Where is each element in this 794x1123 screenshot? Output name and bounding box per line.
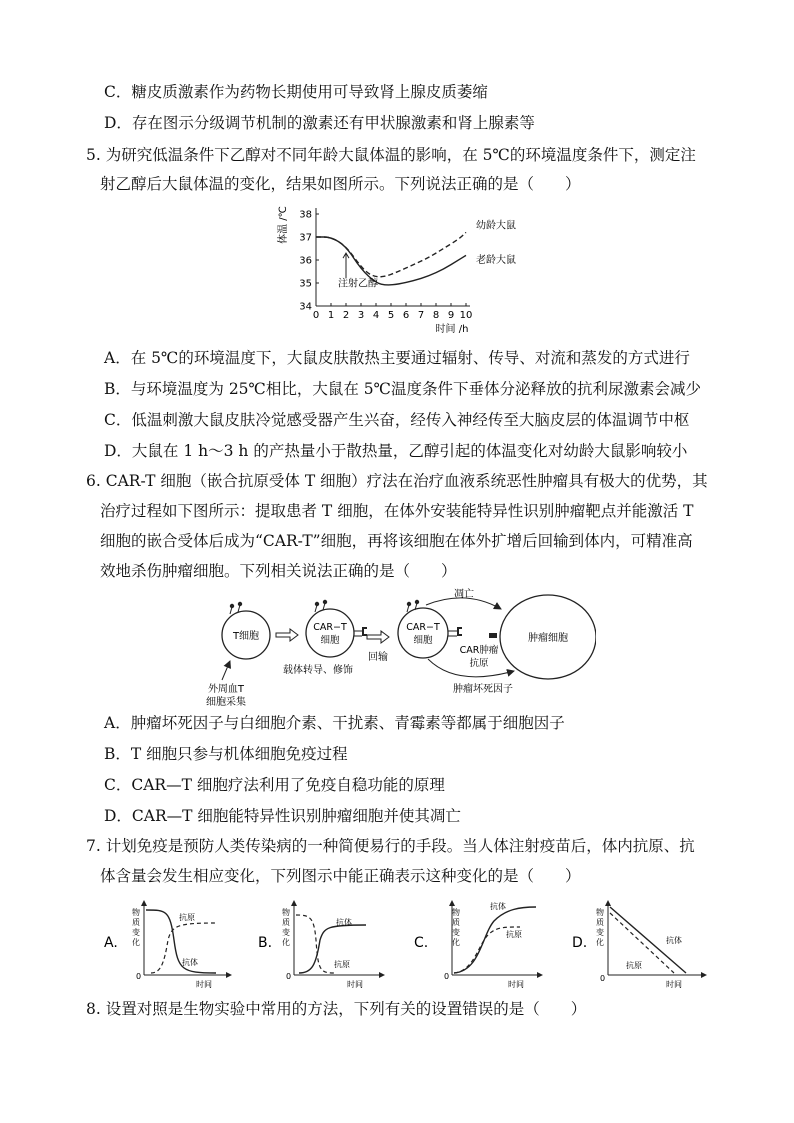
svg-text:0: 0 [286, 972, 292, 981]
svg-text:质: 质 [452, 918, 460, 927]
hollow-arrow-1 [276, 629, 298, 641]
svg-text:抗体: 抗体 [490, 902, 506, 911]
svg-text:抗原: 抗原 [334, 960, 350, 969]
svg-text:抗原: 抗原 [626, 961, 642, 970]
x-tick-label: 10 [459, 310, 473, 321]
q5-option-b: B．与环境温度为 25℃相比，大鼠在 5℃温度条件下垂体分泌释放的抗利尿激素会减少 [104, 380, 702, 398]
source-label-1: 外周血T [207, 684, 245, 695]
svg-text:变: 变 [282, 928, 290, 937]
t-cell [222, 602, 270, 659]
injection-label: 注射乙醇 [338, 278, 378, 290]
chart-ylabel: 体温 /℃ [278, 206, 289, 244]
x-tick-label: 0 [312, 310, 320, 321]
svg-text:物: 物 [596, 908, 604, 917]
svg-text:抗体: 抗体 [336, 918, 352, 927]
q6-stem-line4: 效地杀伤肿瘤细胞。下列相关说法正确的是（ ） [100, 562, 457, 580]
svg-text:A.: A. [104, 935, 118, 951]
svg-text:0: 0 [136, 972, 142, 981]
q6-option-a: A．肿瘤坏死因子与白细胞介素、干扰素、青霉素等都属于细胞因子 [104, 714, 565, 732]
x-tick-label: 8 [432, 310, 440, 321]
x-tick-label: 6 [402, 310, 410, 321]
q7-stem-line1: 7. 计划免疫是预防人类传染病的一种简便易行的手段。当人体注射疫苗后，体内抗原、抗 [86, 837, 695, 855]
q6-option-d: D．CAR—T 细胞能特异性识别肿瘤细胞并使其凋亡 [104, 807, 461, 825]
q5-temperature-chart [276, 200, 528, 340]
chart-axes [299, 208, 472, 321]
svg-text:质: 质 [596, 918, 604, 927]
car-t-cell-1 [306, 600, 367, 657]
svg-text:时间: 时间 [347, 980, 363, 989]
q6-stem-line1: 6. CAR-T 细胞（嵌合抗原受体 T 细胞）疗法在治疗血液系统恶性肿瘤具有极大的优势，其 [86, 472, 708, 490]
svg-text:B.: B. [258, 935, 273, 951]
tnf-label: 肿瘤坏死因子 [453, 684, 513, 695]
hollow-arrow-2 [367, 631, 389, 643]
svg-text:0: 0 [444, 972, 450, 981]
antigen-label-1: CAR肿瘤 [459, 645, 499, 656]
svg-text:变: 变 [596, 928, 604, 937]
q8-stem-line1: 8. 设置对照是生物实验中常用的方法，下列有关的设置错误的是（ ） [86, 1000, 587, 1018]
svg-text:变: 变 [452, 928, 460, 937]
x-tick-label: 4 [372, 310, 380, 321]
q4-option-c: C．糖皮质激素作为药物长期使用可导致肾上腺皮质萎缩 [104, 83, 488, 101]
series-label-2: 老龄大鼠 [476, 255, 516, 266]
q6-option-c: C．CAR—T 细胞疗法利用了免疫自稳功能的原理 [104, 776, 445, 794]
y-tick-label: 38 [299, 209, 312, 221]
apoptosis-label: 凋亡 [454, 589, 474, 600]
source-label-2: 细胞采集 [206, 697, 246, 708]
q5-option-a: A．在 5℃的环境温度下，大鼠皮肤散热主要通过辐射、传导、对流和蒸发的方式进行 [104, 349, 690, 367]
x-tick-label: 7 [417, 310, 425, 321]
q5-option-d: D．大鼠在 1 h～3 h 的产热量小于散热量，乙醇引起的体温变化对幼龄大鼠影响较小 [104, 442, 688, 460]
x-tick-label: 3 [357, 310, 365, 321]
svg-text:化: 化 [282, 938, 290, 947]
q7-stem-line2: 体含量会发生相应变化，下列图示中能正确表示这种变化的是（ ） [100, 867, 581, 885]
y-tick-label: 37 [299, 232, 312, 244]
chart-xlabel: 时间 /h [435, 324, 469, 335]
q4-option-d: D．存在图示分级调节机制的激素还有甲状腺激素和肾上腺素等 [104, 114, 535, 132]
x-tick-label: 9 [447, 310, 455, 321]
x-tick-label: 5 [387, 310, 395, 321]
tumor-cell [489, 595, 596, 679]
svg-text:时间: 时间 [508, 980, 524, 989]
step1-label: 载体转导、修饰 [283, 665, 353, 676]
svg-text:化: 化 [452, 938, 460, 947]
q6-stem-line3: 细胞的嵌合受体后成为“CAR-T”细胞，再将该细胞在体外扩增后回输到体内，可精准高 [100, 532, 693, 550]
svg-text:物: 物 [132, 908, 140, 917]
series-label-1: 幼龄大鼠 [476, 220, 516, 232]
q5-stem-line2: 射乙醇后大鼠体温的变化，结果如图所示。下列说法正确的是（ ） [100, 175, 581, 193]
svg-text:肿瘤细胞: 肿瘤细胞 [528, 633, 568, 644]
svg-text:D.: D. [572, 935, 588, 951]
svg-text:抗体: 抗体 [182, 958, 198, 967]
svg-text:化: 化 [132, 938, 140, 947]
svg-text:时间: 时间 [196, 980, 212, 989]
antigen-label-2: 抗原 [469, 658, 489, 669]
q6-option-b: B．T 细胞只参与机体细胞免疫过程 [104, 745, 348, 763]
x-tick-label: 2 [342, 310, 350, 321]
y-tick-label: 36 [299, 255, 312, 267]
q6-stem-line2: 治疗过程如下图所示：提取患者 T 细胞，在体外安装能特异性识别肿瘤靶点并能激活 T [100, 502, 694, 520]
svg-text:抗原: 抗原 [506, 930, 522, 939]
chart-series [316, 232, 466, 285]
y-tick-label: 34 [299, 301, 312, 313]
svg-text:质: 质 [132, 918, 140, 927]
car-t-cell-2 [398, 600, 462, 658]
series-line-1 [316, 232, 466, 276]
car-t-diagram [196, 587, 596, 712]
q5-stem-line1: 5. 为研究低温条件下乙醇对不同年龄大鼠体温的影响，在 5℃的环境温度条件下，测定注 [86, 146, 696, 164]
q5-option-c: C．低温刺激大鼠皮肤冷觉感受器产生兴奋，经传入神经传至大脑皮层的体温调节中枢 [104, 411, 690, 429]
collection-arrow [222, 661, 230, 680]
svg-text:CAR−T: CAR−T [313, 622, 347, 633]
q7-graphs [96, 895, 716, 995]
svg-text:物: 物 [452, 908, 460, 917]
svg-text:T细胞: T细胞 [232, 631, 260, 642]
svg-text:抗体: 抗体 [666, 936, 682, 945]
graph-b [258, 901, 384, 989]
svg-text:时间: 时间 [666, 980, 682, 989]
step2-label: 回输 [368, 652, 388, 663]
graph-a [104, 901, 231, 989]
svg-text:抗原: 抗原 [179, 913, 195, 922]
svg-text:化: 化 [596, 938, 604, 947]
svg-text:变: 变 [132, 928, 140, 937]
svg-text:细胞: 细胞 [413, 635, 433, 646]
x-tick-label: 1 [327, 310, 335, 321]
svg-text:C.: C. [414, 935, 429, 951]
svg-text:细胞: 细胞 [320, 635, 340, 646]
svg-text:CAR−T: CAR−T [406, 622, 440, 633]
graph-d [572, 901, 706, 989]
graph-c [414, 901, 542, 989]
svg-text:物: 物 [282, 908, 290, 917]
y-tick-label: 35 [299, 278, 312, 290]
svg-text:0: 0 [600, 974, 606, 983]
svg-text:质: 质 [282, 918, 290, 927]
